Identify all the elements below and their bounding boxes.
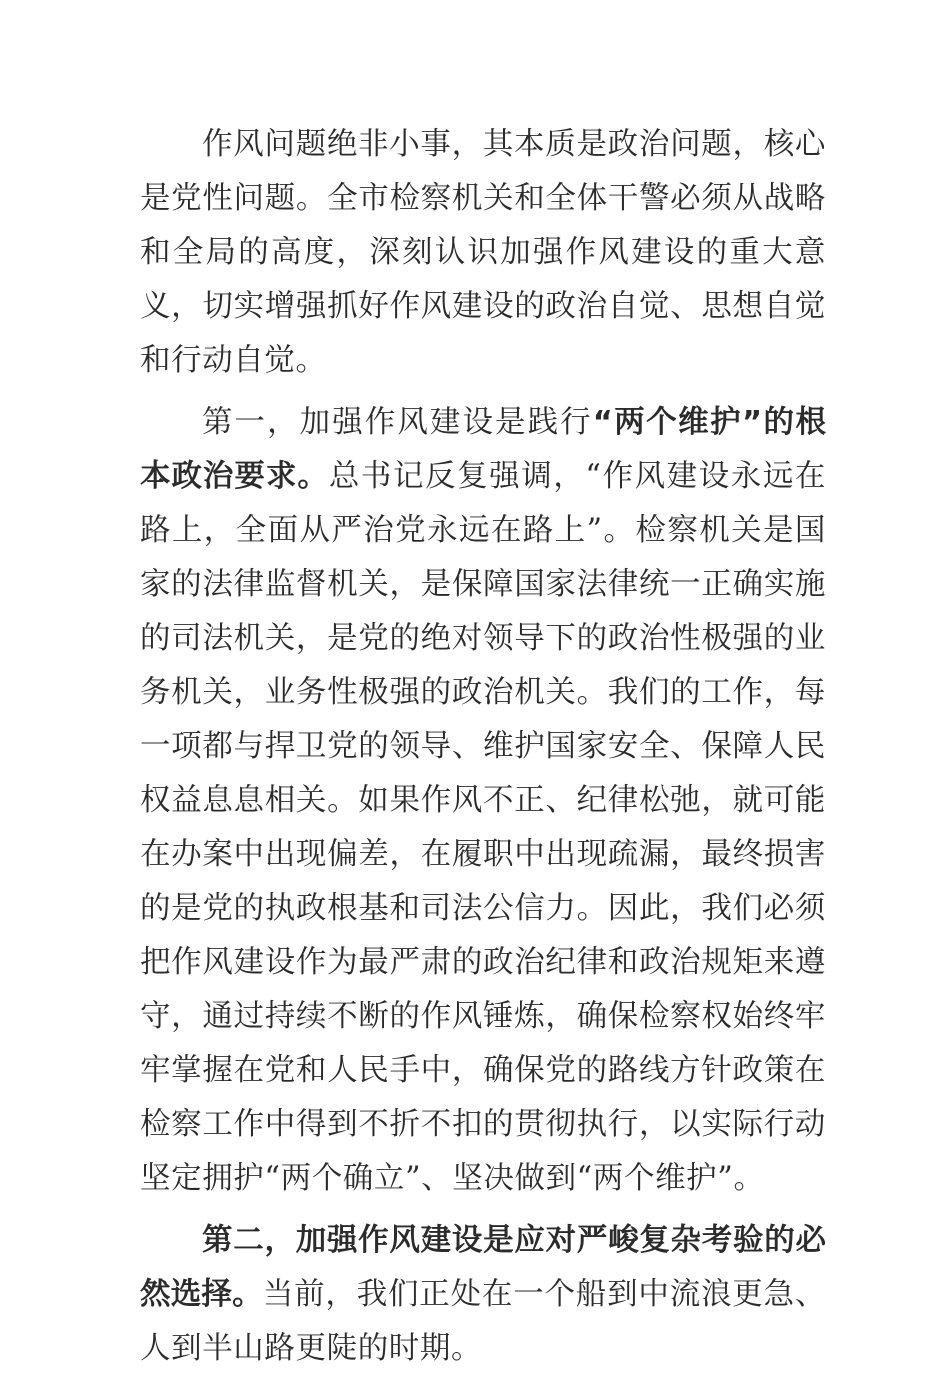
body-text-run: 总书记反复强调，“作风建设永远在路上，全面从严治党永远在路上”。检察机关是国家的法律监督机关，是保障国家法律统一正确实施的司法机关，是党的绝对领导下的政治性极强的业务机关，业务性极强的政治机关。我们的工作，每一项都与捍卫党的领导、维护国家安全、保障人民权益息息相关。如果作风不正、纪律松弛，就可能在办案中出现偏差，在履职中出现疏漏，最终损害的是党的执政根基和司法公信力。因此，我们必须把作风建设作为最严肃的政治纪律和政治规矩来遵守，通过持续不断的作风锤炼，确保检察权始终牢牢掌握在党和人民手中，确保党的路线方针政策在检察工作中得到不折不扣的贯彻执行，以实际行动坚定拥护“两个确立”、坚决做到“两个维护”。 [140, 459, 827, 1196]
document-text-body [140, 118, 826, 1376]
body-text-run: 第一，加强作风建设是践行 [202, 405, 593, 440]
emphasized-text-run: 第二，加强作风建设是应对严峻复杂考验的必然选择。 [140, 1223, 826, 1312]
body-text-run: 当前，我们正处在一个船到中流浪更急、人到半山路更陡的时期。 [140, 1277, 827, 1366]
paragraph [140, 396, 826, 1206]
paragraph [140, 118, 826, 388]
paragraph [140, 1214, 826, 1376]
body-text-run: 作风问题绝非小事，其本质是政治问题，核心是党性问题。全市检察机关和全体干警必须从战略和全局的高度，深刻认识加强作风建设的重大意义，切实增强抓好作风建设的政治自觉、思想自觉和行动自觉。 [140, 127, 826, 378]
emphasized-text-run: “两个维护”的根本政治要求。 [140, 405, 827, 494]
